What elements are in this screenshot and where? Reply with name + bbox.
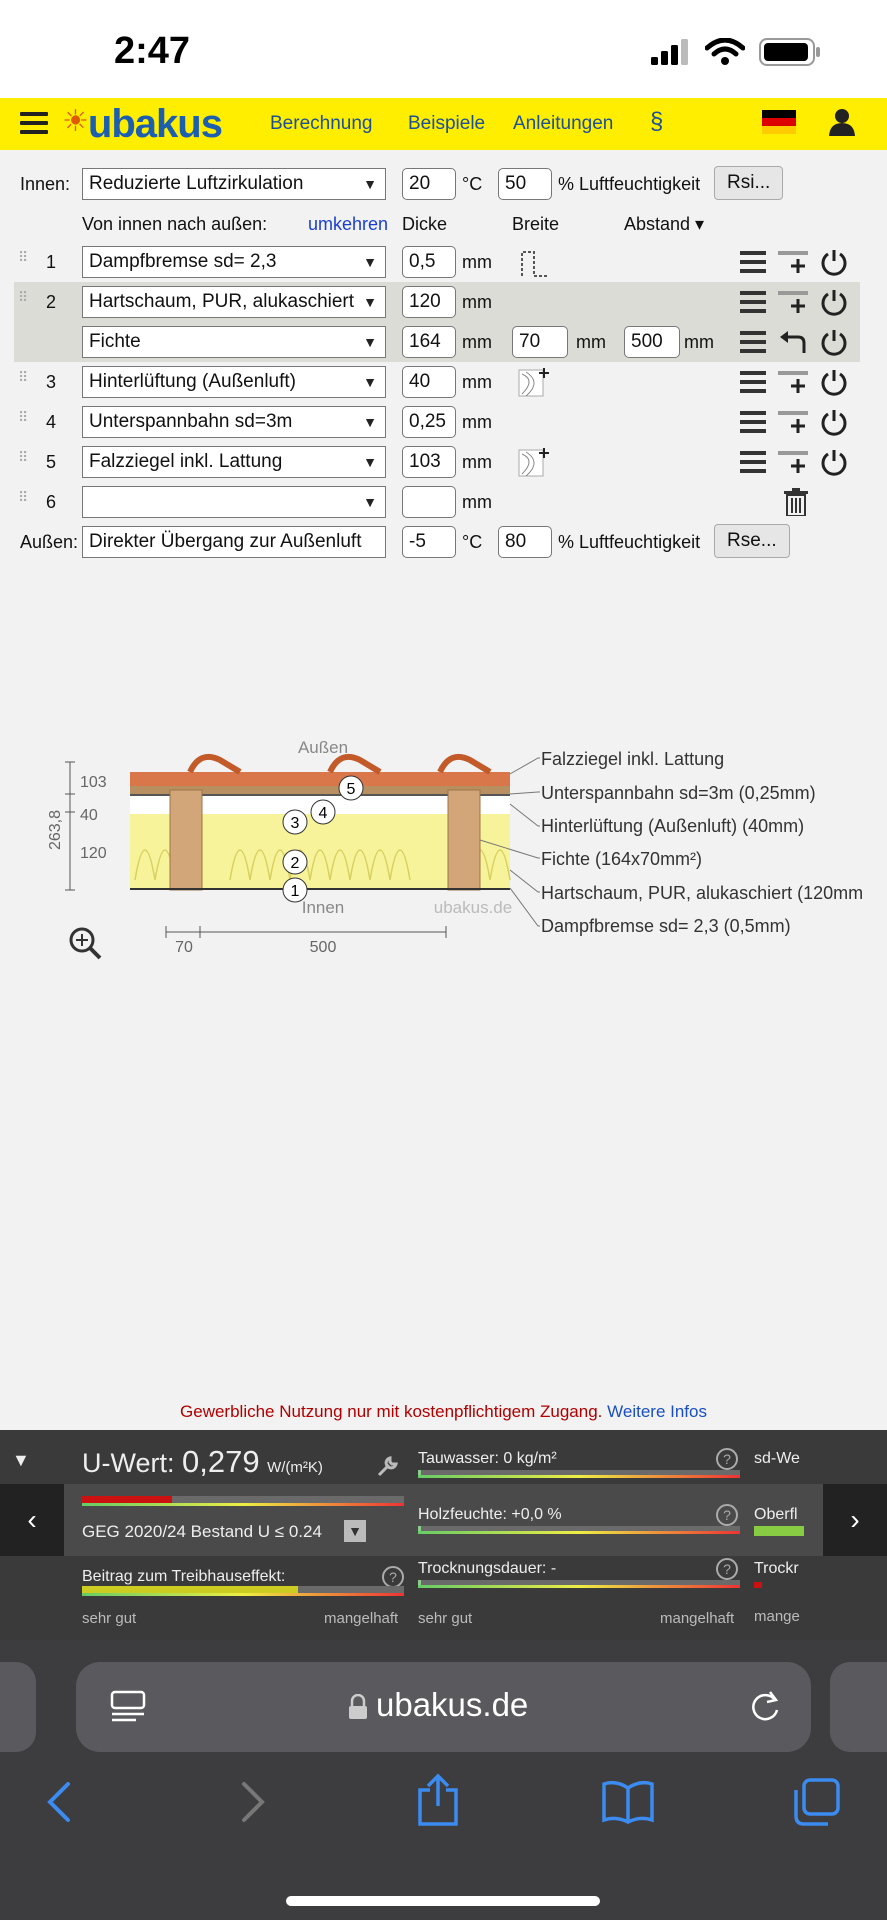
layer-row: ⠿ 2 Hartschaum, PUR, alukaschiert ▼ 120 mm (0, 282, 887, 322)
layer-menu-icon[interactable] (740, 291, 766, 313)
holzfeuchte-bar (418, 1526, 740, 1534)
inside-humidity-input[interactable]: 50 (498, 168, 552, 200)
watermark: ubakus.de (433, 898, 513, 917)
drag-handle-icon[interactable]: ⠿ (18, 289, 30, 305)
construction-diagram (40, 730, 887, 970)
logo[interactable]: ☀ubakus (62, 102, 222, 146)
diagram-top-label: Außen (297, 738, 349, 757)
layer-material-select[interactable] (82, 486, 386, 518)
layer-thickness-input[interactable]: 103 (402, 446, 456, 478)
home-indicator (286, 1896, 600, 1906)
power-icon[interactable] (820, 328, 848, 356)
layer-row: ⠿ 4 Unterspannbahn sd=3m ▼ 0,25 mm (0, 402, 887, 442)
dropdown-icon[interactable]: ▼ (344, 1520, 366, 1542)
nav-anleitungen[interactable]: Anleitungen (513, 113, 614, 134)
chevron-down-icon: ▼ (360, 327, 377, 357)
legend-item: Falzziegel inkl. Lattung (541, 749, 725, 769)
browser-toolbar (0, 1640, 887, 1920)
app-header (0, 98, 887, 150)
geg-label: GEG 2020/24 Bestand U ≤ 0.24 (82, 1522, 322, 1541)
layer-menu-icon[interactable] (740, 411, 766, 433)
layer-material-select[interactable]: Dampfbremse sd= 2,3 ▼ (82, 246, 386, 278)
total-thickness-label: 263,8 (47, 809, 64, 851)
bookmarks-icon[interactable] (602, 1780, 654, 1824)
layer-number-circle: 5 (346, 781, 356, 798)
rafter (448, 790, 480, 890)
layer-row: ⠿ 6 ▼ mm (0, 482, 887, 522)
layer-thickness-input[interactable]: 164 (402, 326, 456, 358)
power-icon[interactable] (820, 448, 848, 476)
trash-icon[interactable] (784, 488, 808, 516)
layer-material-select[interactable]: Falzziegel inkl. Lattung ▼ (82, 446, 386, 478)
legend-item: Dampfbremse sd= 2,3 (0,5mm) (541, 916, 791, 936)
treibhaus-bar (82, 1586, 404, 1596)
nav-legal[interactable]: § (650, 108, 664, 135)
more-info-link[interactable]: Weitere Infos (607, 1402, 707, 1421)
status-bar (0, 0, 887, 98)
add-layer-icon[interactable] (778, 289, 808, 315)
address-bar[interactable] (76, 1662, 811, 1752)
uwert-bar (82, 1496, 404, 1506)
menu-icon[interactable] (20, 112, 48, 134)
outside-row: Außen: Direkter Übergang zur Außenluft -5 °C 80 % Luftfeuchtigkeit Rse... (0, 524, 887, 564)
layer-thickness-input[interactable]: 120 (402, 286, 456, 318)
layer-menu-icon[interactable] (740, 251, 766, 273)
collapse-icon[interactable]: ▼ (12, 1450, 30, 1470)
layer-thickness-input[interactable]: 0,25 (402, 406, 456, 438)
layer-thickness-input[interactable] (402, 486, 456, 518)
column-headers: Von innen nach außen: umkehren Dicke Breite Abstand ▾ (82, 214, 705, 234)
reverse-link[interactable]: umkehren (308, 214, 389, 234)
layer-material-select[interactable]: Hartschaum, PUR, alukaschiert ▼ (82, 286, 386, 318)
dim-label: 500 (309, 939, 337, 956)
layer-material-select[interactable]: Unterspannbahn sd=3m ▼ (82, 406, 386, 438)
back-icon[interactable] (44, 1780, 74, 1824)
add-layer-icon[interactable] (778, 409, 808, 435)
chevron-down-icon: ▼ (360, 247, 377, 277)
rafter (170, 790, 202, 890)
layer-material-select[interactable]: Hinterlüftung (Außenluft) ▼ (82, 366, 386, 398)
drag-handle-icon[interactable]: ⠿ (18, 449, 30, 465)
inside-label: Innen: (20, 174, 71, 194)
vapor-barrier-line (130, 888, 510, 890)
reload-icon[interactable] (748, 1688, 782, 1724)
uwert-display: U-Wert: 0,279 W/(m²K) (82, 1444, 323, 1479)
drag-handle-icon[interactable]: ⠿ (18, 249, 30, 265)
outside-temp-input[interactable]: -5 (402, 526, 456, 558)
add-layer-icon[interactable] (778, 369, 808, 395)
add-layer-icon[interactable] (778, 449, 808, 475)
chevron-down-icon: ▼ (360, 487, 377, 517)
layer-row: ⠿ 1 Dampfbremse sd= 2,3 ▼ 0,5 mm (0, 242, 887, 282)
layer-number-circle: 1 (290, 883, 300, 900)
membrane-icon[interactable] (520, 248, 550, 278)
layer-number-circle: 3 (290, 815, 300, 832)
dim-label: 40 (80, 807, 98, 824)
tauwasser-label: Tauwasser: 0 kg/m² (418, 1450, 557, 1467)
forward-icon[interactable] (238, 1780, 268, 1824)
add-inhomogeneous-icon[interactable] (518, 366, 550, 398)
share-icon[interactable] (416, 1772, 460, 1826)
power-icon[interactable] (820, 368, 848, 396)
battery-icon (759, 38, 821, 66)
holzfeuchte-label: Holzfeuchte: +0,0 % (418, 1506, 562, 1523)
signal-icon (651, 39, 691, 65)
trocknung-label: Trocknungsdauer: - (418, 1560, 557, 1577)
layer-thickness-input[interactable]: 40 (402, 366, 456, 398)
commercial-notice: Gewerbliche Nutzung nur mit kostenpflichtigem Zugang. Weitere Infos (180, 1402, 707, 1421)
undo-icon[interactable] (778, 329, 808, 355)
chevron-down-icon: ▼ (360, 447, 377, 477)
chevron-down-icon: ▼ (360, 407, 377, 437)
layer-row: ⠿ 5 Falzziegel inkl. Lattung ▼ 103 mm (0, 442, 887, 482)
previous-arrow-icon[interactable]: ‹ (0, 1484, 64, 1556)
layer-distance-input[interactable]: 500 (624, 326, 680, 358)
legend-item: Fichte (164x70mm²) (541, 849, 703, 869)
lock-icon (348, 1694, 368, 1720)
help-icon[interactable]: ? (716, 1504, 738, 1526)
power-icon[interactable] (820, 248, 848, 276)
drag-handle-icon[interactable]: ⠿ (18, 489, 30, 505)
add-inhomogeneous-icon[interactable] (518, 446, 550, 478)
layer-material-select[interactable]: Fichte ▼ (82, 326, 386, 358)
treibhaus-label: Beitrag zum Treibhauseffekt: (82, 1568, 286, 1585)
diagram-bottom-label: Innen (301, 898, 345, 917)
trocknung-bar (418, 1580, 740, 1588)
layer-menu-icon[interactable] (740, 451, 766, 473)
help-icon[interactable]: ? (716, 1558, 738, 1580)
layer-number-circle: 2 (290, 855, 300, 872)
dim-label: 70 (175, 939, 193, 956)
next-arrow-icon[interactable]: › (823, 1484, 887, 1556)
tabs-icon[interactable] (792, 1778, 840, 1826)
rse-button[interactable]: Rse... (714, 524, 790, 558)
layer-subrow: Fichte ▼ 164 mm 70 mm 500 mm (0, 322, 887, 362)
layer-width-input[interactable]: 70 (512, 326, 568, 358)
dim-label: 103 (80, 774, 107, 791)
wifi-icon (705, 38, 745, 66)
roof-tiles (130, 772, 510, 786)
user-icon[interactable] (828, 108, 856, 136)
wrench-icon[interactable] (376, 1454, 400, 1478)
nav-berechnung[interactable]: Berechnung (270, 113, 373, 134)
inside-temp-input[interactable]: 20 (402, 168, 456, 200)
power-icon[interactable] (820, 288, 848, 316)
legend-item: Hinterlüftung (Außenluft) (40mm) (541, 816, 805, 836)
power-icon[interactable] (820, 408, 848, 436)
german-flag-icon[interactable] (762, 110, 796, 134)
chevron-down-icon: ▼ (360, 169, 377, 199)
add-layer-icon[interactable] (778, 249, 808, 275)
next-tab-card[interactable] (830, 1662, 887, 1752)
layer-number-circle: 4 (318, 805, 328, 822)
layer-menu-icon[interactable] (740, 371, 766, 393)
inside-row: Innen: Reduzierte Luftzirkulation ▼ 20 °C 50 % Luftfeuchtigkeit Rsi... (0, 166, 887, 206)
nav-beispiele[interactable]: Beispiele (408, 113, 486, 134)
results-panel: ▼ ‹ › U-Wert: 0,279 W/(m²K) GEG 2020/24 Bestand U ≤ 0.24 ▼ Beitrag zum Treibhauseffekt: ? sehr gut mangelhaft Tauwasser: 0 kg/m² ? Holzfeuchte: +0,0 % ? Trocknungsdauer: - ? sehr gut mangelhaft sd-We Oberfl Trockr mange (0, 1430, 887, 1640)
url-text: ubakus.de (376, 1686, 529, 1723)
outside-humidity-input[interactable]: 80 (498, 526, 552, 558)
drag-handle-icon[interactable]: ⠿ (18, 409, 30, 425)
help-icon[interactable]: ? (382, 1566, 404, 1588)
tauwasser-bar (418, 1470, 740, 1478)
legend-item: Hartschaum, PUR, alukaschiert (120mm (541, 883, 864, 903)
tab-overview-icon[interactable] (110, 1688, 146, 1724)
chevron-down-icon: ▼ (360, 367, 377, 397)
distance-sort[interactable]: Abstand ▾ (624, 214, 705, 234)
cross-section-drawing (40, 730, 887, 970)
inside-condition-select[interactable]: Reduzierte Luftzirkulation ▼ (82, 168, 386, 200)
zoom-in-icon[interactable] (71, 929, 100, 958)
drag-handle-icon[interactable]: ⠿ (18, 369, 30, 385)
outside-condition-select[interactable]: Direkter Übergang zur Außenluft (82, 526, 386, 558)
layer-thickness-input[interactable]: 0,5 (402, 246, 456, 278)
layer-row: ⠿ 3 Hinterlüftung (Außenluft) ▼ 40 mm (0, 362, 887, 402)
previous-tab-card[interactable] (0, 1662, 36, 1752)
help-icon[interactable]: ? (716, 1448, 738, 1470)
rsi-button[interactable]: Rsi... (714, 166, 783, 200)
clock: 2:47 (114, 30, 191, 72)
dim-label: 120 (80, 845, 107, 862)
legend-item: Unterspannbahn sd=3m (0,25mm) (541, 783, 816, 803)
chevron-down-icon: ▼ (360, 287, 377, 317)
outside-label: Außen: (20, 532, 79, 552)
layer-menu-icon[interactable] (740, 331, 766, 353)
